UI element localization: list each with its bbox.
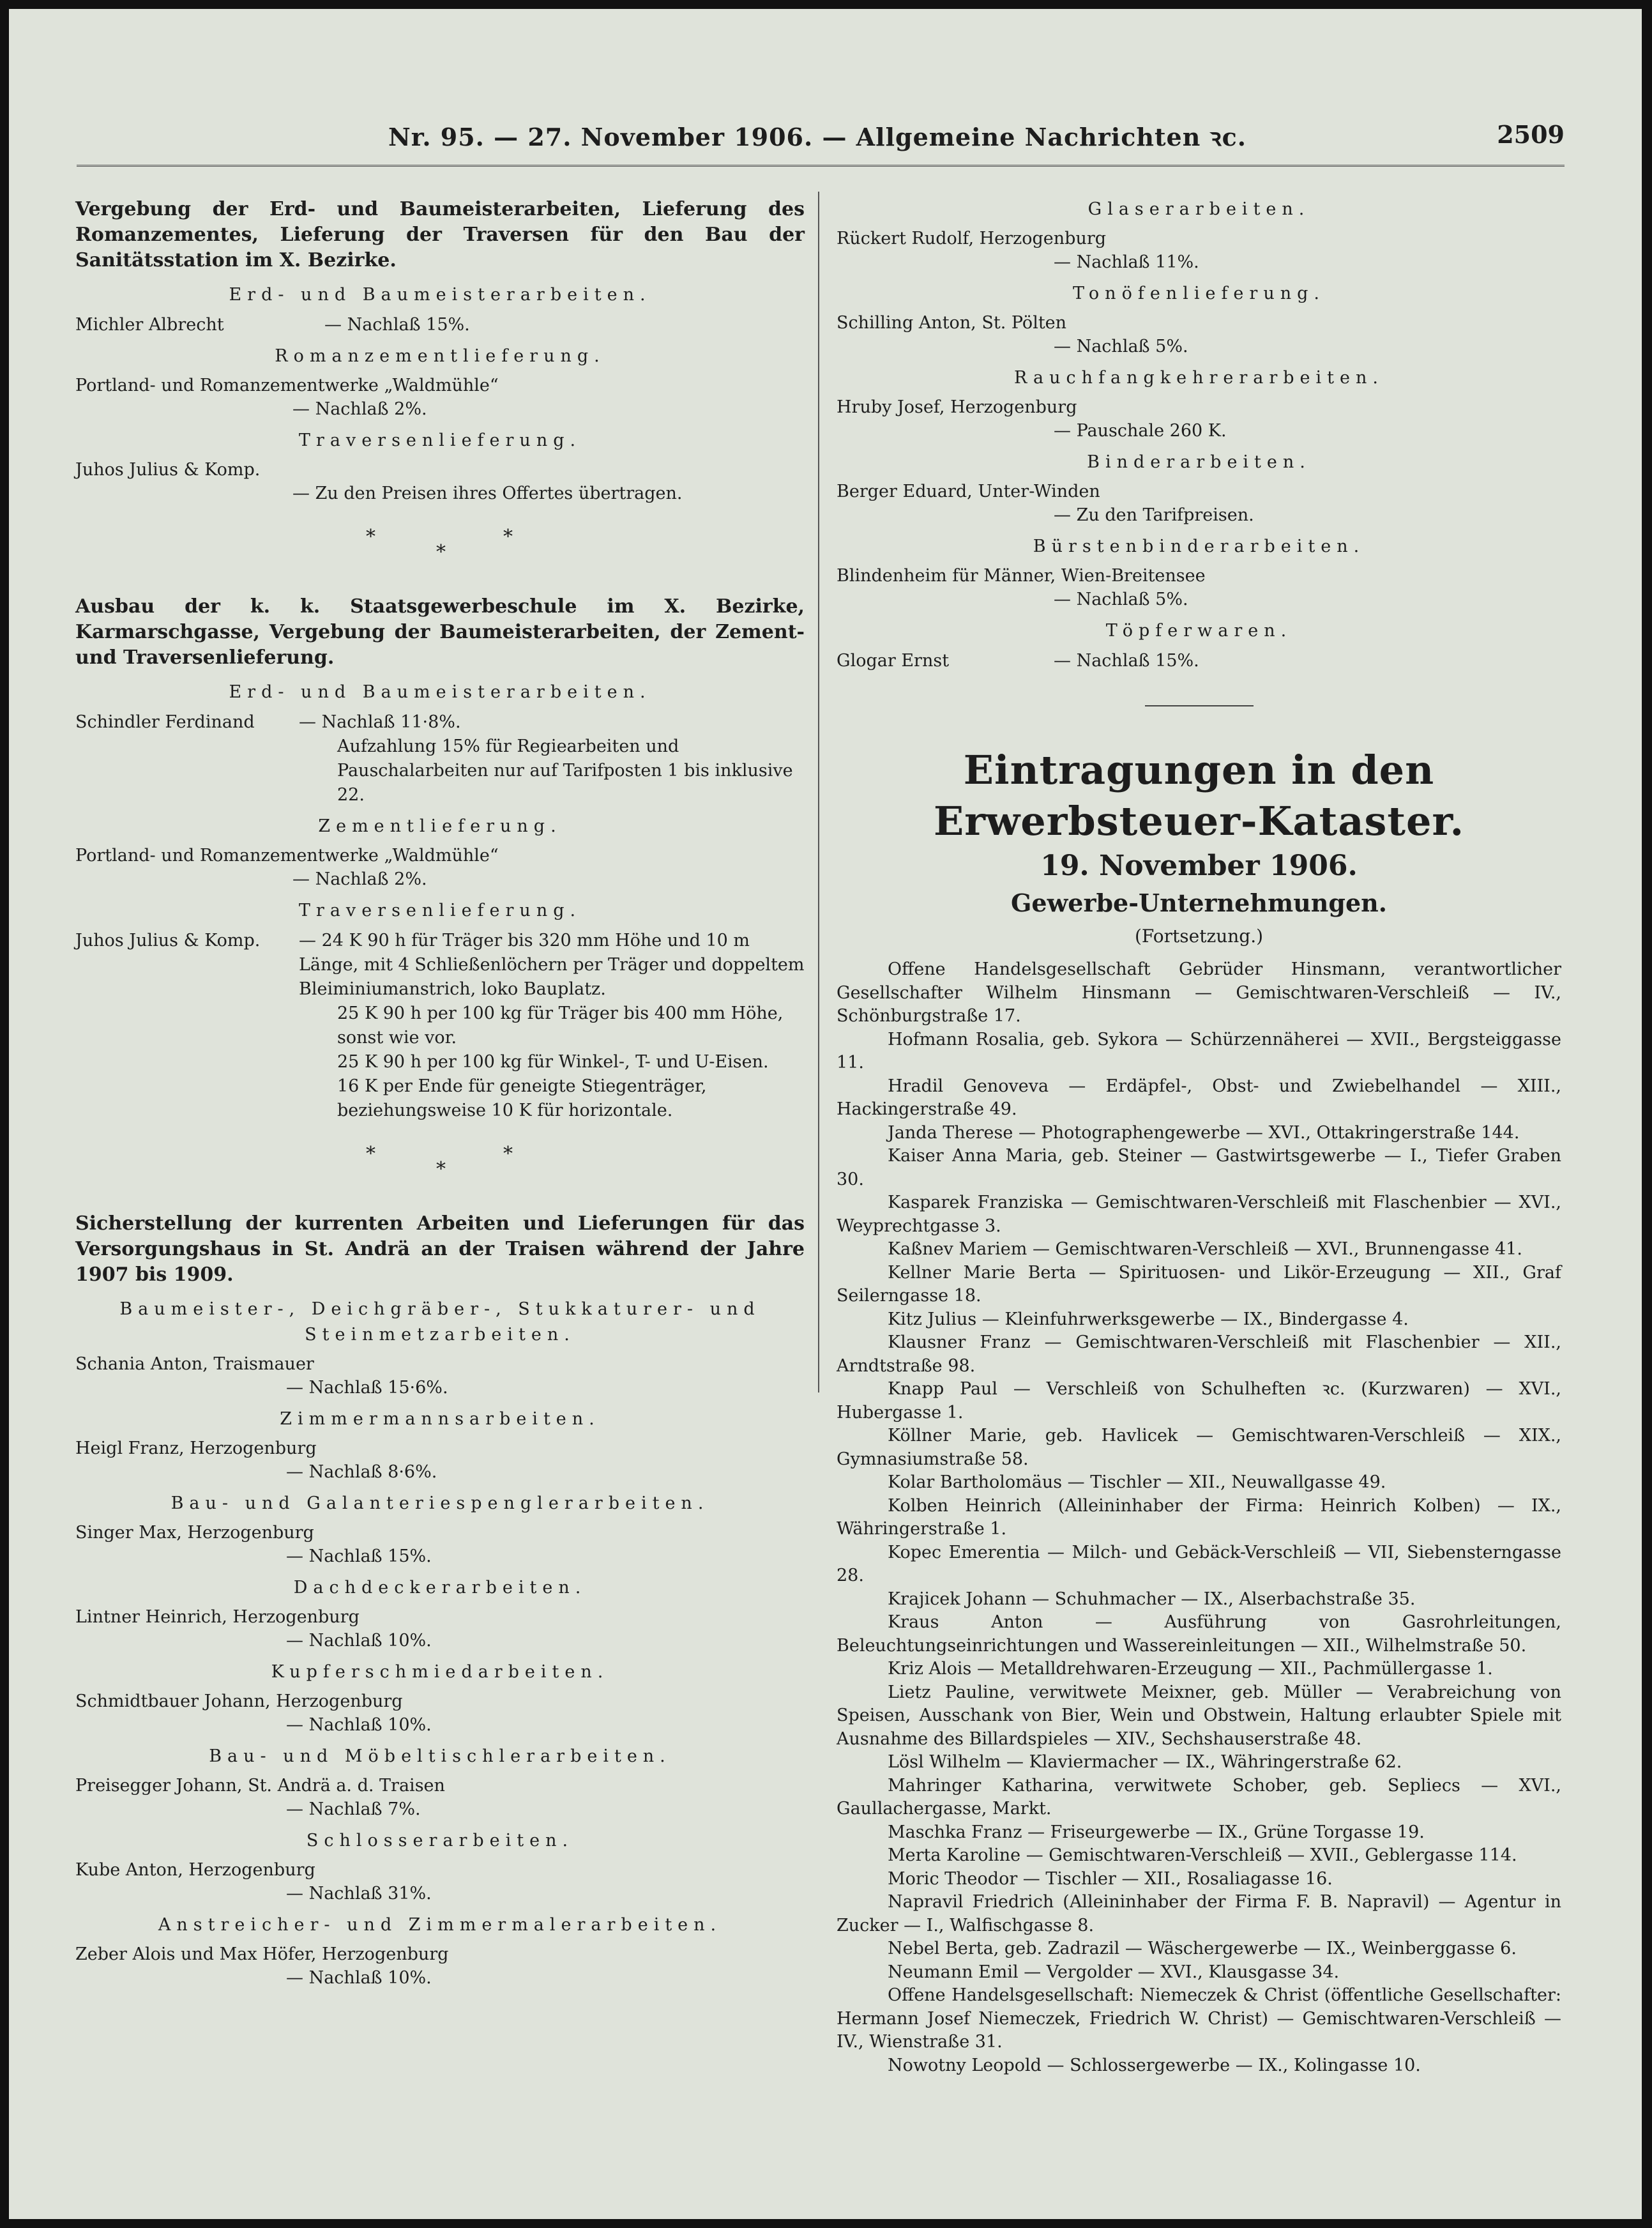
section-separator-stars: [75, 528, 805, 572]
star: *: [366, 526, 375, 548]
star: *: [503, 526, 513, 548]
register-entry: Moric Theodor — Tischler — XII., Rosaliagasse 16.: [888, 1868, 1333, 1889]
subsection-heading: Zimmermannsarbeiten.: [280, 1409, 600, 1429]
award-result: — Nachlaß 15%.: [324, 315, 470, 335]
register-entries: [837, 958, 1561, 2077]
award-entry: [75, 929, 805, 1002]
award-result: — Nachlaß 10%.: [286, 1968, 432, 1988]
subsection-heading: Glaserarbeiten.: [1087, 199, 1310, 219]
register-entry: Nowotny Leopold — Schlossergewerbe — IX., Kolingasse 10.: [888, 2055, 1421, 2075]
register-entry: Hradil Genoveva — Erdäpfel-, Obst- und Zwiebelhandel — XIII., Hackingerstraße 49.: [837, 1076, 1561, 1119]
contractor-name: Schmidtbauer Johann, Herzogenburg: [75, 1691, 403, 1711]
award-result: — Nachlaß 7%.: [286, 1799, 421, 1819]
award-result: — Pauschale 260 K.: [1054, 421, 1227, 441]
contractor-name: Heigl Franz, Herzogenburg: [75, 1438, 317, 1458]
subsection-heading: Baumeister-, Deichgräber-, Stukkaturer- und Steinmetzarbeiten.: [119, 1299, 761, 1345]
register-entry: Kolben Heinrich (Alleininhaber der Firma: Heinrich Kolben) — IX., Währingerstraße 1.: [837, 1495, 1561, 1539]
contractor-name: Blindenheim für Männer, Wien-Breitensee: [837, 566, 1206, 586]
contractor-name: Michler Albrecht: [75, 315, 224, 335]
contractor-name: Portland- und Romanzementwerke „Waldmühle“: [75, 846, 499, 866]
award-result: — Nachlaß 8·6%.: [286, 1462, 437, 1482]
award-result: — Zu den Preisen ihres Offertes übertragen.: [292, 484, 683, 503]
award-note: Aufzahlung 15% für Regiearbeiten und Pauschalarbeiten nur auf Tarifposten 1 bis inklusive 22.: [337, 736, 793, 805]
award-entry: [75, 313, 805, 337]
register-entry: Köllner Marie, geb. Havlicek — Gemischtwaren-Verschleiß — XIX., Gymnasiumstraße 58.: [837, 1426, 1561, 1469]
register-entry: Kellner Marie Berta — Spirituosen- und Likör-Erzeugung — XII., Graf Seilerngasse 18.: [837, 1262, 1561, 1306]
register-entry: Kolar Bartholomäus — Tischler — XII., Neuwallgasse 49.: [888, 1472, 1386, 1492]
header-rule: [77, 165, 1565, 167]
register-entry: Janda Therese — Photographengewerbe — XVI., Ottakringerstraße 144.: [888, 1122, 1520, 1143]
award-result: — Nachlaß 15%.: [1054, 651, 1199, 671]
award-result: — Nachlaß 15%.: [286, 1546, 432, 1566]
subsection-heading: Traversenlieferung.: [298, 431, 582, 450]
register-subtitle: Gewerbe-Unternehmungen.: [1010, 889, 1388, 917]
register-entry: Kraus Anton — Ausführung von Gasrohrleitungen, Beleuchtungseinrichtungen und Wassereinleitungen — XII., Wilhelmstraße 50.: [837, 1612, 1561, 1656]
register-entry: Krajicek Johann — Schuhmacher — IX., Alserbachstraße 35.: [888, 1589, 1416, 1609]
star: *: [436, 1158, 446, 1180]
column-divider: [818, 192, 819, 1392]
register-entry: Neumann Emil — Vergolder — XVI., Klausgasse 34.: [888, 1962, 1340, 1982]
subsection-heading: Tonöfenlieferung.: [1073, 284, 1325, 303]
scan-border-bottom: [0, 2219, 1652, 2228]
contractor-name: Preisegger Johann, St. Andrä a. d. Traisen: [75, 1776, 445, 1796]
section-title: Sicherstellung der kurrenten Arbeiten und Lieferungen für das Versorgungshaus in St. Andrä an der Traisen während der Jahre 1907 bis 1909.: [75, 1212, 805, 1286]
star: *: [503, 1143, 513, 1165]
subsection-heading: Bürstenbinderarbeiten.: [1033, 537, 1365, 556]
award-entry: [837, 649, 1561, 673]
register-entry: Kitz Julius — Kleinfuhrwerksgewerbe — IX., Bindergasse 4.: [888, 1309, 1409, 1329]
continuation-note: (Fortsetzung.): [1134, 926, 1264, 947]
subsection-heading: Töpferwaren.: [1105, 621, 1292, 641]
contractor-name: Berger Eduard, Unter-Winden: [837, 482, 1100, 501]
contractor-name: Rückert Rudolf, Herzogenburg: [837, 229, 1107, 248]
register-entry: Maschka Franz — Friseurgewerbe — IX., Grüne Torgasse 19.: [888, 1822, 1425, 1842]
award-result: — Nachlaß 31%.: [286, 1884, 432, 1904]
award-result: — Nachlaß 5%.: [1054, 337, 1188, 356]
award-result: — Nachlaß 11%.: [1054, 252, 1199, 272]
header-title: Nr. 95. — 27. November 1906. — Allgemeine Nachrichten ꝛc.: [388, 123, 1247, 151]
scan-border-left: [0, 0, 9, 2228]
subsection-heading: Anstreicher- und Zimmermalerarbeiten.: [158, 1915, 722, 1935]
subsection-heading: Erd- und Baumeisterarbeiten.: [229, 682, 651, 702]
register-entry: Offene Handelsgesellschaft: Niemeczek & Christ (öffentliche Gesellschafter: Hermann Josef Niemeczek, Friedrich W. Christ) — Gemischtwaren-Verschleiß — IV., Wienstraße 31.: [837, 1985, 1561, 2052]
award-result: — Nachlaß 2%.: [292, 869, 427, 889]
contractor-name: Lintner Heinrich, Herzogenburg: [75, 1607, 360, 1627]
contractor-name: Hruby Josef, Herzogenburg: [837, 397, 1077, 417]
subsection-heading: Erd- und Baumeisterarbeiten.: [229, 285, 651, 305]
star: *: [366, 1143, 375, 1165]
register-entry: Napravil Friedrich (Alleininhaber der Firma F. B. Napravil) — Agentur in Zucker — I., Walfischgasse 8.: [837, 1892, 1561, 1935]
star: *: [436, 541, 446, 563]
subsection-heading: Schlosserarbeiten.: [306, 1831, 574, 1850]
contractor-name: Zeber Alois und Max Höfer, Herzogenburg: [75, 1944, 449, 1964]
award-result: — Nachlaß 10%.: [286, 1715, 432, 1735]
subsection-heading: Dachdeckerarbeiten.: [293, 1578, 587, 1598]
contractor-name: Juhos Julius & Komp.: [75, 460, 261, 480]
right-column: [837, 197, 1561, 2077]
section-rule: [1145, 705, 1254, 706]
register-entry: Klausner Franz — Gemischtwaren-Verschleiß mit Flaschenbier — XII., Arndtstraße 98.: [837, 1332, 1561, 1376]
scan-border-right: [1642, 0, 1652, 2228]
page-number: 2509: [1497, 120, 1565, 149]
contractor-name: Schania Anton, Traismauer: [75, 1354, 314, 1374]
award-result: — Nachlaß 15·6%.: [286, 1378, 448, 1398]
scan-border-top: [0, 0, 1652, 9]
contractor-name: Portland- und Romanzementwerke „Waldmühle“: [75, 376, 499, 395]
subsection-heading: Traversenlieferung.: [298, 901, 582, 920]
award-result: 25 K 90 h per 100 kg für Winkel-, T- und U-Eisen.: [337, 1052, 769, 1072]
register-entry: Merta Karoline — Gemischtwaren-Verschleiß — XVII., Geblergasse 114.: [888, 1845, 1517, 1865]
subsection-heading: Bau- und Galanteriespenglerarbeiten.: [171, 1493, 709, 1513]
register-entry: Kaiser Anna Maria, geb. Steiner — Gastwirtsgewerbe — I., Tiefer Graben 30.: [837, 1146, 1561, 1189]
award-result: 16 K per Ende für geneigte Stiegenträger, beziehungsweise 10 K für horizontale.: [337, 1076, 707, 1120]
contractor-name: Glogar Ernst: [837, 651, 950, 671]
award-result: — 24 K 90 h für Träger bis 320 mm Höhe und 10 m Länge, mit 4 Schließenlöchern per Träger und doppeltem Bleiminiumanstrich, loko Bauplatz.: [299, 931, 805, 999]
subsection-heading: Romanzementlieferung.: [275, 346, 605, 366]
register-entry: Kasparek Franziska — Gemischtwaren-Verschleiß mit Flaschenbier — XVI., Weyprechtgasse 3.: [837, 1193, 1561, 1236]
section-title: Ausbau der k. k. Staatsgewerbeschule im X. Bezirke, Karmarschgasse, Vergebung der Baumeisterarbeiten, der Zement- und Traversenlieferung.: [75, 595, 805, 669]
contractor-name: Singer Max, Herzogenburg: [75, 1523, 314, 1543]
register-title: Eintragungen in den Erwerbsteuer-Kataster.: [933, 747, 1465, 844]
contractor-name: Schindler Ferdinand: [75, 712, 255, 732]
award-result: — Nachlaß 2%.: [292, 399, 427, 419]
subsection-heading: Bau- und Möbeltischlerarbeiten.: [209, 1746, 671, 1766]
register-entry: Lösl Wilhelm — Klaviermacher — IX., Währingerstraße 62.: [888, 1752, 1402, 1772]
award-result: 25 K 90 h per 100 kg für Träger bis 400 mm Höhe, sonst wie vor.: [337, 1003, 784, 1048]
award-result: — Zu den Tarifpreisen.: [1054, 505, 1254, 525]
register-entry: Kriz Alois — Metalldrehwaren-Erzeugung — XII., Pachmüllergasse 1.: [888, 1659, 1493, 1679]
contractor-name: Schilling Anton, St. Pölten: [837, 313, 1067, 333]
section-separator-stars: [75, 1145, 805, 1189]
subsection-heading: Binderarbeiten.: [1087, 452, 1311, 472]
award-result: — Nachlaß 11·8%.: [299, 712, 461, 732]
register-entry: Mahringer Katharina, verwitwete Schober, geb. Sepliecs — XVI., Gaullachergasse, Markt.: [837, 1775, 1561, 1819]
page-header: [77, 120, 1565, 158]
register-entry: Knapp Paul — Verschleiß von Schulheften ꝛc. (Kurzwaren) — XVI., Hubergasse 1.: [837, 1379, 1561, 1423]
award-entry: [75, 710, 805, 735]
register-entry: Nebel Berta, geb. Zadrazil — Wäschergewerbe — IX., Weinberggasse 6.: [888, 1939, 1517, 1958]
register-entry: Kopec Emerentia — Milch- und Gebäck-Verschleiß — VII, Siebensterngasse 28.: [837, 1542, 1561, 1585]
section-title: Vergebung der Erd- und Baumeisterarbeiten, Lieferung des Romanzementes, Lieferung der Traversen für den Bau der Sanitätsstation im X. Bezirke.: [75, 198, 805, 271]
register-entry: Offene Handelsgesellschaft Gebrüder Hinsmann, verantwortlicher Gesellschafter Wilhelm Hinsmann — Gemischtwaren-Verschleiß — IV., Schönburgstraße 17.: [837, 959, 1561, 1026]
left-column: [75, 197, 805, 1990]
register-date: 19. November 1906.: [1040, 850, 1358, 882]
award-result: — Nachlaß 10%.: [286, 1631, 432, 1651]
contractor-name: Juhos Julius & Komp.: [75, 931, 261, 950]
subsection-heading: Kupferschmiedarbeiten.: [271, 1662, 609, 1682]
contractor-name: Kube Anton, Herzogenburg: [75, 1860, 315, 1880]
register-entry: Kaßnev Mariem — Gemischtwaren-Verschleiß — XVI., Brunnengasse 41.: [888, 1239, 1522, 1259]
register-entry: Lietz Pauline, verwitwete Meixner, geb. Müller — Verabreichung von Speisen, Ausschank von Bier, Wein und Obstwein, Haltung erlaubter Spiele mit Ausnahme des Billardspieles — XIV., Sechshauserstraße 48.: [837, 1682, 1561, 1749]
register-entry: Hofmann Rosalia, geb. Sykora — Schürzennäherei — XVII., Bergsteiggasse 11.: [837, 1029, 1561, 1072]
subsection-heading: Rauchfangkehrerarbeiten.: [1014, 368, 1384, 388]
award-result: — Nachlaß 5%.: [1054, 590, 1188, 609]
subsection-heading: Zementlieferung.: [318, 816, 562, 836]
